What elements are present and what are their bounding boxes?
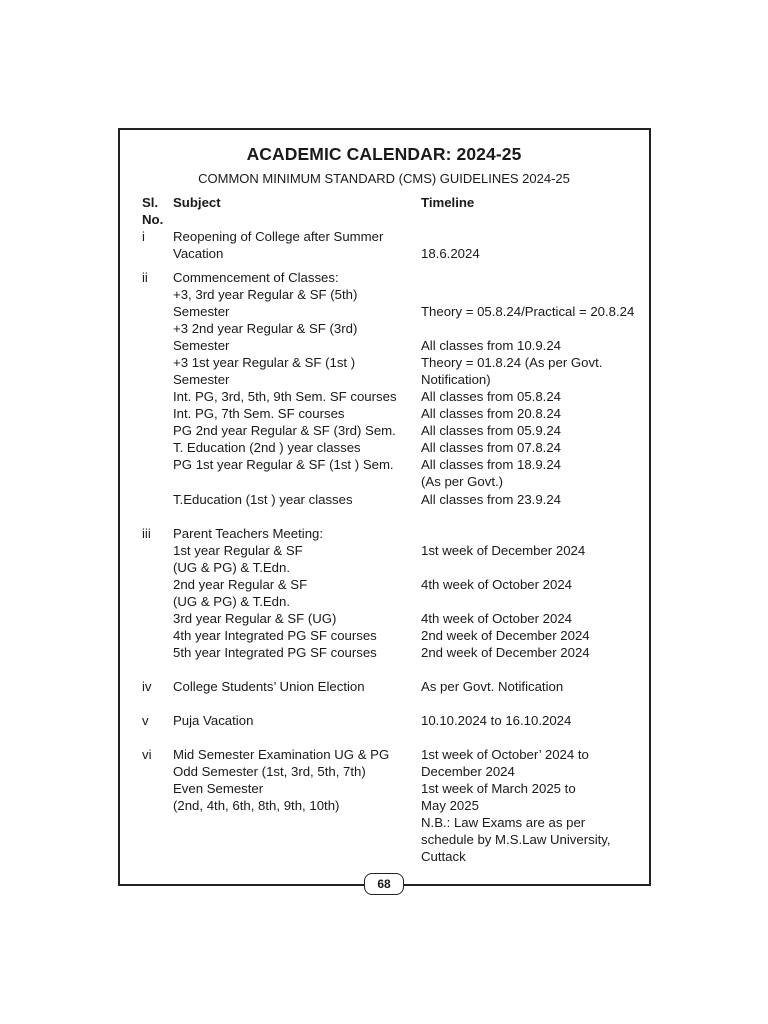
subject-line: Mid Semester Examination UG & PG: [173, 747, 390, 762]
timeline-line: 1st week of December 2024: [421, 543, 586, 558]
timeline-line: N.B.: Law Exams are as per: [421, 815, 586, 830]
timeline-line: 2nd week of December 2024: [421, 628, 590, 643]
subject-line: Parent Teachers Meeting:: [173, 526, 324, 541]
timeline-line: Theory = 05.8.24/Practical = 20.8.24: [421, 304, 635, 319]
subject-line: 4th year Integrated PG SF courses: [173, 628, 377, 643]
timeline-line: Cuttack: [421, 849, 466, 864]
timeline-line: All classes from 07.8.24: [421, 440, 561, 455]
subject-line: 3rd year Regular & SF (UG): [173, 611, 337, 626]
timeline-line: All classes from 20.8.24: [421, 406, 561, 421]
subject-line: PG 2nd year Regular & SF (3rd) Sem.: [173, 423, 396, 438]
timeline-line: All classes from 10.9.24: [421, 338, 561, 353]
timeline-line: (As per Govt.): [421, 474, 504, 489]
subject-line: Odd Semester (1st, 3rd, 5th, 7th): [173, 764, 366, 779]
timeline-line: All classes from 23.9.24: [421, 492, 561, 507]
page-title: ACADEMIC CALENDAR: 2024-25: [246, 144, 522, 164]
timeline-line: 4th week of October 2024: [421, 577, 573, 592]
timeline-line: All classes from 05.9.24: [421, 423, 561, 438]
timeline-line: 1st week of October’ 2024 to: [421, 747, 589, 762]
timeline-line: Theory = 01.8.24 (As per Govt.: [421, 355, 603, 370]
subject-line: Even Semester: [173, 781, 264, 796]
timeline-line: 18.6.2024: [421, 246, 480, 261]
subject-line: (2nd, 4th, 6th, 8th, 9th, 10th): [173, 798, 340, 813]
subject-line: 5th year Integrated PG SF courses: [173, 645, 377, 660]
subject-line: College Students’ Union Election: [173, 679, 365, 694]
subject-line: (UG & PG) & T.Edn.: [173, 594, 291, 609]
row-number: iii: [142, 526, 151, 541]
subject-line: Commencement of Classes:: [173, 270, 339, 285]
subject-line: Puja Vacation: [173, 713, 254, 728]
subject-line: Semester: [173, 372, 230, 387]
page-subtitle: COMMON MINIMUM STANDARD (CMS) GUIDELINES 2024-25: [198, 171, 570, 186]
header-timeline: Timeline: [421, 195, 475, 210]
subject-line: Int. PG, 7th Sem. SF courses: [173, 406, 345, 421]
subject-line: 2nd year Regular & SF: [173, 577, 308, 592]
timeline-line: 4th week of October 2024: [421, 611, 573, 626]
timeline-line: As per Govt. Notification: [421, 679, 564, 694]
page-number-badge: 68: [364, 873, 404, 895]
timeline-line: 10.10.2024 to 16.10.2024: [421, 713, 572, 728]
timeline-line: 1st week of March 2025 to: [421, 781, 576, 796]
timeline-line: Notification): [421, 372, 491, 387]
row-number: iv: [142, 679, 152, 694]
subject-line: Int. PG, 3rd, 5th, 9th Sem. SF courses: [173, 389, 397, 404]
timeline-line: schedule by M.S.Law University,: [421, 832, 611, 847]
timeline-line: December 2024: [421, 764, 515, 779]
header-no: No.: [142, 212, 164, 227]
subject-line: T. Education (2nd ) year classes: [173, 440, 361, 455]
subject-line: Reopening of College after Summer: [173, 229, 384, 244]
subject-line: +3 2nd year Regular & SF (3rd): [173, 321, 358, 336]
row-number: ii: [142, 270, 148, 285]
subject-line: Vacation: [173, 246, 224, 261]
timeline-line: 2nd week of December 2024: [421, 645, 590, 660]
subject-line: Semester: [173, 338, 230, 353]
subject-line: PG 1st year Regular & SF (1st ) Sem.: [173, 457, 394, 472]
subject-line: +3 1st year Regular & SF (1st ): [173, 355, 356, 370]
row-number: v: [142, 713, 149, 728]
timeline-line: May 2025: [421, 798, 479, 813]
timeline-line: All classes from 05.8.24: [421, 389, 561, 404]
timeline-line: All classes from 18.9.24: [421, 457, 561, 472]
subject-line: T.Education (1st ) year classes: [173, 492, 353, 507]
row-number: vi: [142, 747, 152, 762]
subject-line: +3, 3rd year Regular & SF (5th): [173, 287, 358, 302]
subject-line: 1st year Regular & SF: [173, 543, 303, 558]
header-sl: Sl.: [142, 195, 159, 210]
row-number: i: [142, 229, 145, 244]
subject-line: (UG & PG) & T.Edn.: [173, 560, 291, 575]
header-subject: Subject: [173, 195, 221, 210]
subject-line: Semester: [173, 304, 230, 319]
